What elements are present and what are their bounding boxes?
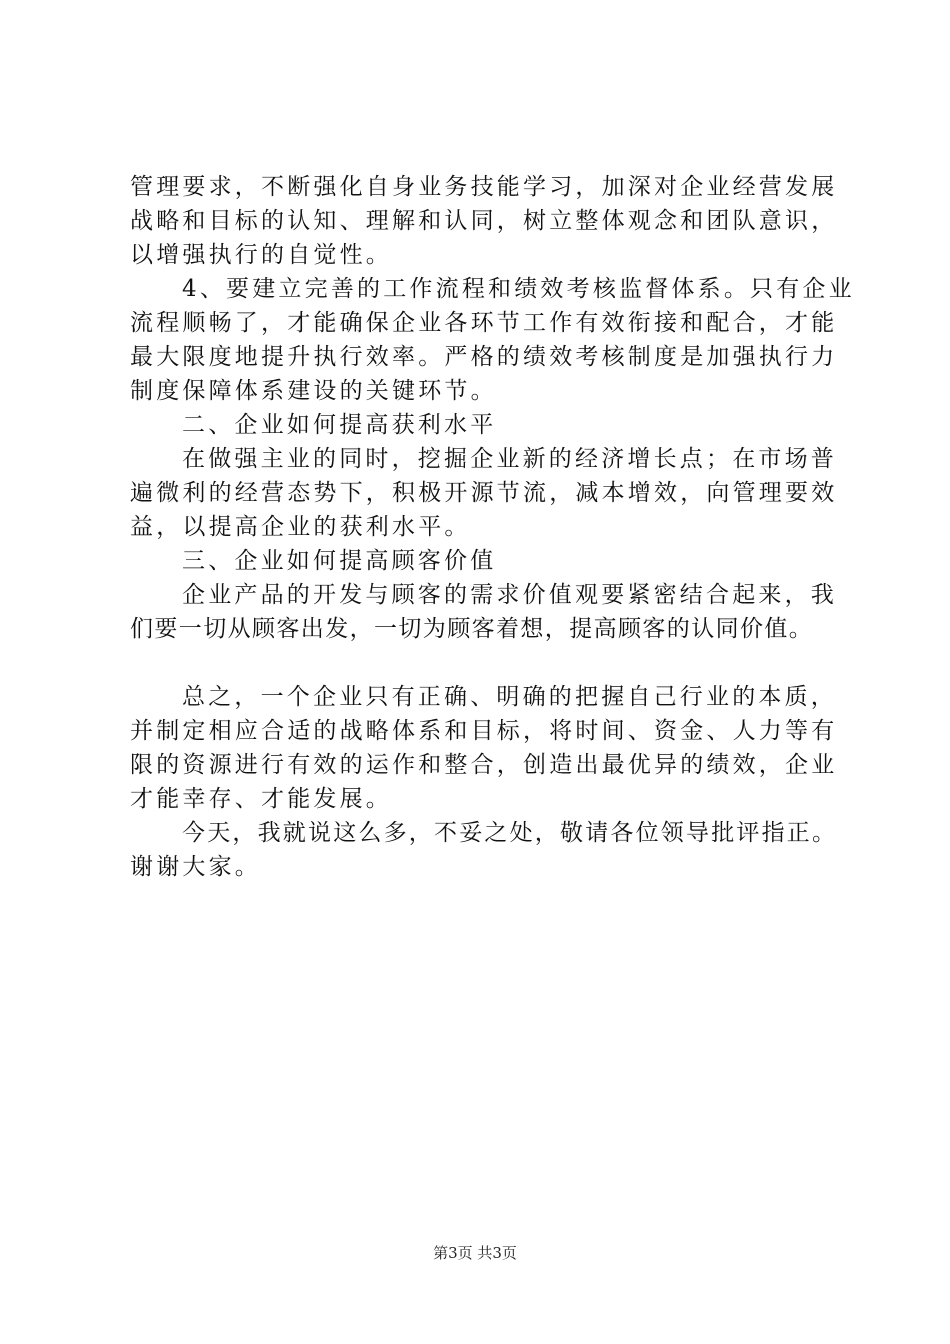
section-item-4: 4、要建立完善的工作流程和绩效考核监督体系。只有企业 <box>182 276 855 302</box>
text-line: 益，以提高企业的获利水平。 <box>130 514 471 540</box>
text-line: 以增强执行的自觉性。 <box>130 242 392 268</box>
paragraph-gap <box>130 646 840 680</box>
text-line: 限的资源进行有效的运作和整合，创造出最优异的绩效，企业 <box>130 752 838 778</box>
text-line: 战略和目标的认知、理解和认同，树立整体观念和团队意识， <box>130 208 838 234</box>
text-line: 流程顺畅了，才能确保企业各环节工作有效衔接和配合，才能 <box>130 310 838 336</box>
text-line: 谢谢大家。 <box>130 854 261 880</box>
section-heading-3: 三、企业如何提高顾客价值 <box>182 548 497 574</box>
text-line: 管理要求，不断强化自身业务技能学习，加深对企业经营发展 <box>130 174 838 200</box>
text-line: 最大限度地提升执行效率。严格的绩效考核制度是加强执行力 <box>130 344 838 370</box>
page-number-footer: 第3页 共3页 <box>433 1244 517 1262</box>
document-body <box>130 170 855 884</box>
text-line: 总之，一个企业只有正确、明确的把握自己行业的本质， <box>182 684 837 710</box>
text-line: 并制定相应合适的战略体系和目标，将时间、资金、人力等有 <box>130 718 838 744</box>
text-line: 今天，我就说这么多，不妥之处，敬请各位领导批评指正。 <box>182 820 838 846</box>
text-line: 企业产品的开发与顾客的需求价值观要紧密结合起来，我 <box>182 582 837 608</box>
text-line: 在做强主业的同时，挖掘企业新的经济增长点；在市场普 <box>182 446 837 472</box>
text-line: 制度保障体系建设的关键环节。 <box>130 378 497 404</box>
text-line: 才能幸存、才能发展。 <box>130 786 392 812</box>
section-heading-2: 二、企业如何提高获利水平 <box>182 412 497 438</box>
text-line: 遍微利的经营态势下，积极开源节流，减本增效，向管理要效 <box>130 480 838 506</box>
text-line: 们要一切从顾客出发，一切为顾客着想，提高顾客的认同价值。 <box>130 616 814 642</box>
